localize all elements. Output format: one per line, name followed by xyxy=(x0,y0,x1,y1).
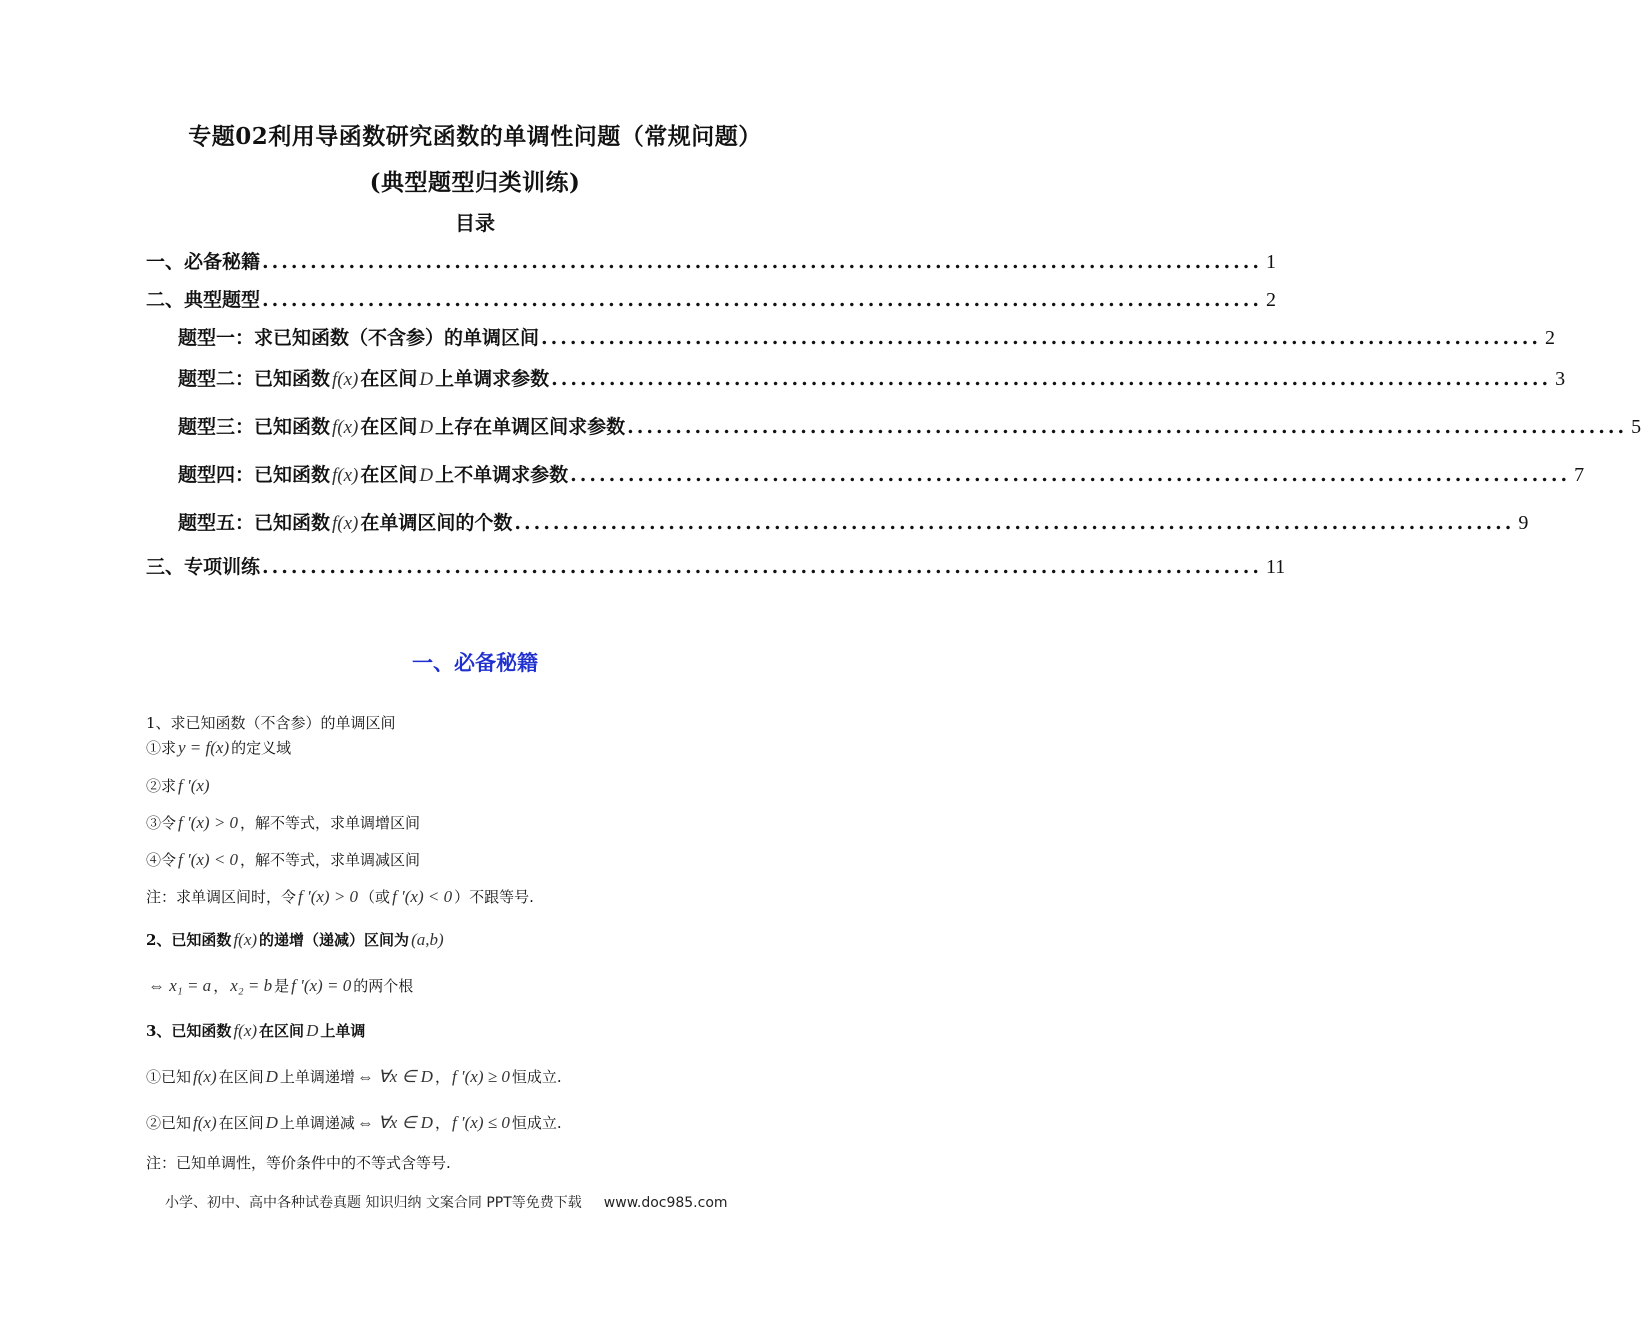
step-3: ③令 f ′(x) > 0 ，解不等式，求单调增区间 xyxy=(146,813,421,832)
toc-leader: ........................................................................................................ xyxy=(627,416,1628,438)
footer-url-link[interactable]: www.doc985.com xyxy=(603,1195,728,1211)
toc-item-5[interactable] xyxy=(178,412,1641,439)
toc-leader: ........................................................................................................ xyxy=(262,251,1262,273)
toc-item-label: 题型三：已知函数 f(x) 在区间 D 上存在单调区间求参数 xyxy=(178,416,626,438)
step-4: ④令 f ′(x) < 0 ，解不等式，求单调减区间 xyxy=(146,850,421,869)
document-subtitle: (典型题型归类训练) xyxy=(369,169,581,196)
condition-increasing: ①已知 f(x) 在区间 D 上单调递增 ⇔ ∀x ∈ D ， f ′(x) ≥ 0 恒成立. xyxy=(146,1067,562,1086)
toc-item-label: 题型一：求已知函数（不含参）的单调区间 xyxy=(178,327,540,349)
page-footer xyxy=(165,1192,728,1212)
note-1: 注：求单调区间时，令 f ′(x) > 0 （或 f ′(x) < 0 ）不跟等号. xyxy=(146,887,534,906)
note-2: 注：已知单调性，等价条件中的不等式含等号. xyxy=(146,1154,451,1172)
toc-item-label: 题型四：已知函数 f(x) 在区间 D 上不单调求参数 xyxy=(178,464,569,486)
toc-item-4[interactable] xyxy=(178,364,1566,391)
toc-page-number: 9 xyxy=(1518,512,1529,534)
toc-leader: ........................................................................................................ xyxy=(514,512,1515,534)
step-2: ②求 f ′(x) xyxy=(146,776,210,795)
footer-text: 小学、初中、高中各种试卷真题 知识归纳 文案合同 PPT等免费下载 xyxy=(165,1195,582,1211)
document-title: 专题02利用导函数研究函数的单调性问题（常规问题） xyxy=(188,123,762,150)
toc-item-1[interactable] xyxy=(146,247,1276,274)
paragraph-heading-1: 1、求已知函数（不含参）的单调区间 xyxy=(146,714,396,732)
toc-page-number: 11 xyxy=(1265,556,1286,578)
toc-leader: ........................................................................................................ xyxy=(262,556,1262,578)
toc-heading: 目录 xyxy=(455,211,495,235)
toc-item-label: 一、必备秘籍 xyxy=(146,251,261,273)
toc-page-number: 5 xyxy=(1631,416,1641,438)
toc-page-number: 2 xyxy=(1544,327,1555,349)
equivalence-line: ⇔ x₁ = a ， x₂ = b 是 f ′(x) = 0 的两个根 xyxy=(148,976,414,995)
toc-item-3[interactable] xyxy=(178,323,1555,350)
paragraph-heading-3: 3、已知函数 f(x) 在区间 D 上单调 xyxy=(146,1021,366,1040)
toc-page-number: 1 xyxy=(1265,251,1276,273)
toc-item-label: 题型五：已知函数 f(x) 在单调区间的个数 xyxy=(178,512,513,534)
toc-leader: ........................................................................................................ xyxy=(551,368,1552,390)
toc-leader: ........................................................................................................ xyxy=(570,464,1571,486)
toc-leader: ........................................................................................................ xyxy=(541,327,1541,349)
toc-page-number: 7 xyxy=(1574,464,1585,486)
step-1: ①求 y = f(x) 的定义域 xyxy=(146,738,292,757)
toc-item-8[interactable] xyxy=(146,552,1286,579)
toc-page-number: 3 xyxy=(1555,368,1566,390)
paragraph-heading-2: 2、已知函数 f(x) 的递增（递减）区间为 (a,b) xyxy=(146,930,444,949)
condition-decreasing: ②已知 f(x) 在区间 D 上单调递减 ⇔ ∀x ∈ D ， f ′(x) ≤ 0 恒成立. xyxy=(146,1113,562,1132)
section-title: 一、必备秘籍 xyxy=(412,650,538,675)
toc-page-number: 2 xyxy=(1265,289,1276,311)
toc-item-2[interactable] xyxy=(146,285,1276,312)
toc-item-label: 二、典型题型 xyxy=(146,289,261,311)
toc-item-7[interactable] xyxy=(178,508,1529,535)
toc-item-label: 题型二：已知函数 f(x) 在区间 D 上单调求参数 xyxy=(178,368,550,390)
toc-leader: ........................................................................................................ xyxy=(262,289,1262,311)
toc-item-label: 三、专项训练 xyxy=(146,556,261,578)
toc-item-6[interactable] xyxy=(178,460,1585,487)
